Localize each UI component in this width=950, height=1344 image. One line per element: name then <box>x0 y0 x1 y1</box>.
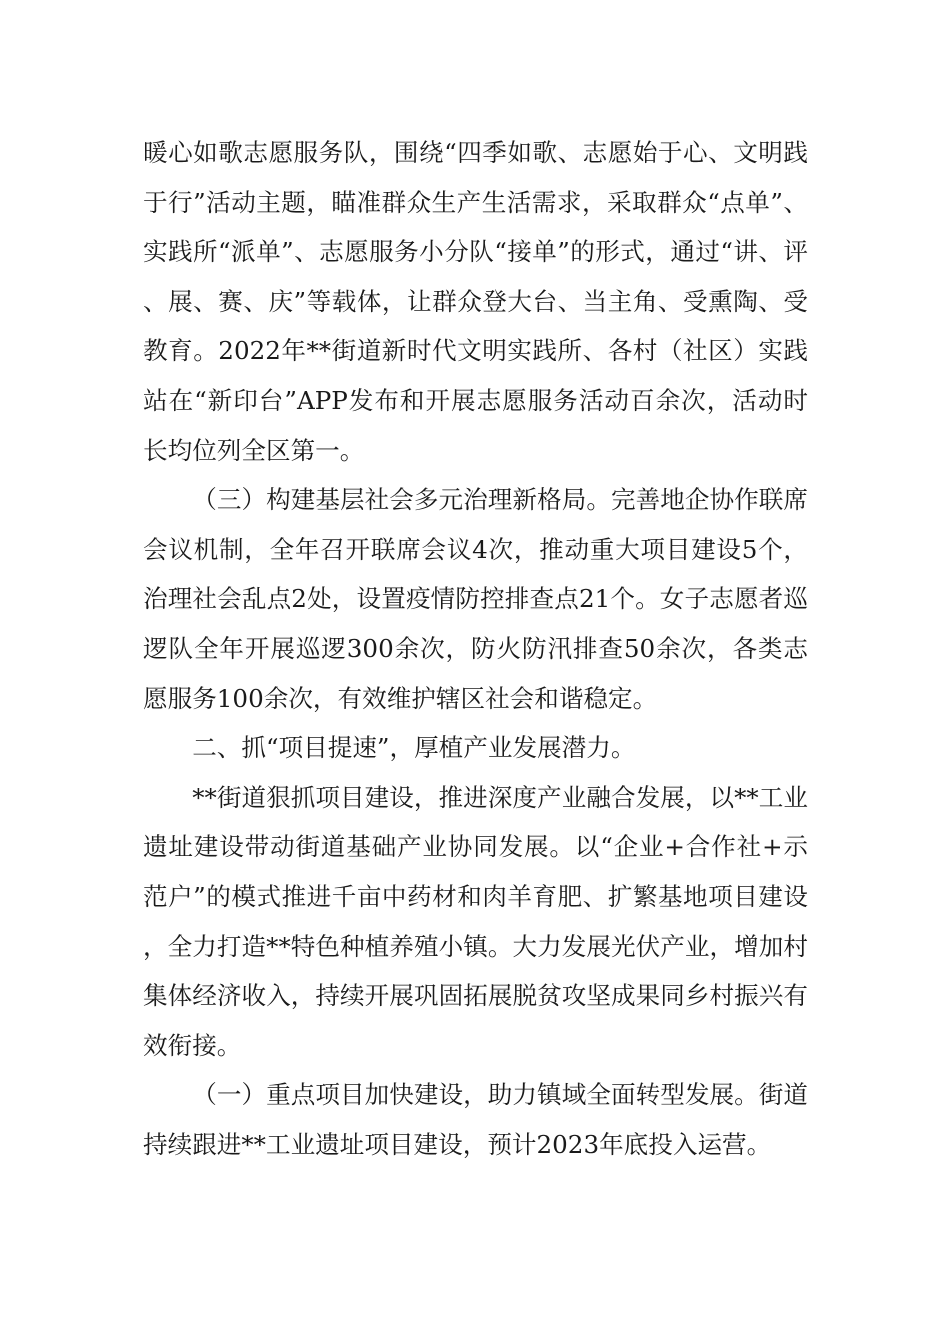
document-body <box>143 128 808 1169</box>
paragraph-governance: （三）构建基层社会多元治理新格局。完善地企协作联席会议机制，全年召开联席会议4次，推动重大项目建设5个，治理社会乱点2处，设置疫情防控排查点21个。女子志愿者巡逻队全年开展巡逻300余次，防火防汛排查50余次，各类志愿服务100余次，有效维护辖区社会和谐稳定。 <box>143 485 808 713</box>
paragraph-industry: **街道狠抓项目建设，推进深度产业融合发展，以**工业遗址建设带动街道基础产业协同发展。以“企业+合作社+示范户”的模式推进千亩中药材和肉羊育肥、扩繁基地项目建设，全力打造**特色种植养殖小镇。大力发展光伏产业，增加村集体经济收入，持续开展巩固拓展脱贫攻坚成果同乡村振兴有效衔接。 <box>143 782 808 1060</box>
paragraph-key-projects: （一）重点项目加快建设，助力镇域全面转型发展。街道持续跟进**工业遗址项目建设，预计2023年底投入运营。 <box>143 1080 808 1159</box>
paragraph-volunteer-service: 暖心如歌志愿服务队，围绕“四季如歌、志愿始于心、文明践于行”活动主题，瞄准群众生产生活需求，采取群众“点单”、实践所“派单”、志愿服务小分队“接单”的形式，通过“讲、评、展、赛、庆”等载体，让群众登大台、当主角、受熏陶、受教育。2022年**街道新时代文明实践所、各村（社区）实践站在“新印台”APP发布和开展志愿服务活动百余次，活动时长均位列全区第一。 <box>143 138 808 465</box>
section-heading-projects: 二、抓“项目提速”，厚植产业发展潜力。 <box>192 733 636 763</box>
